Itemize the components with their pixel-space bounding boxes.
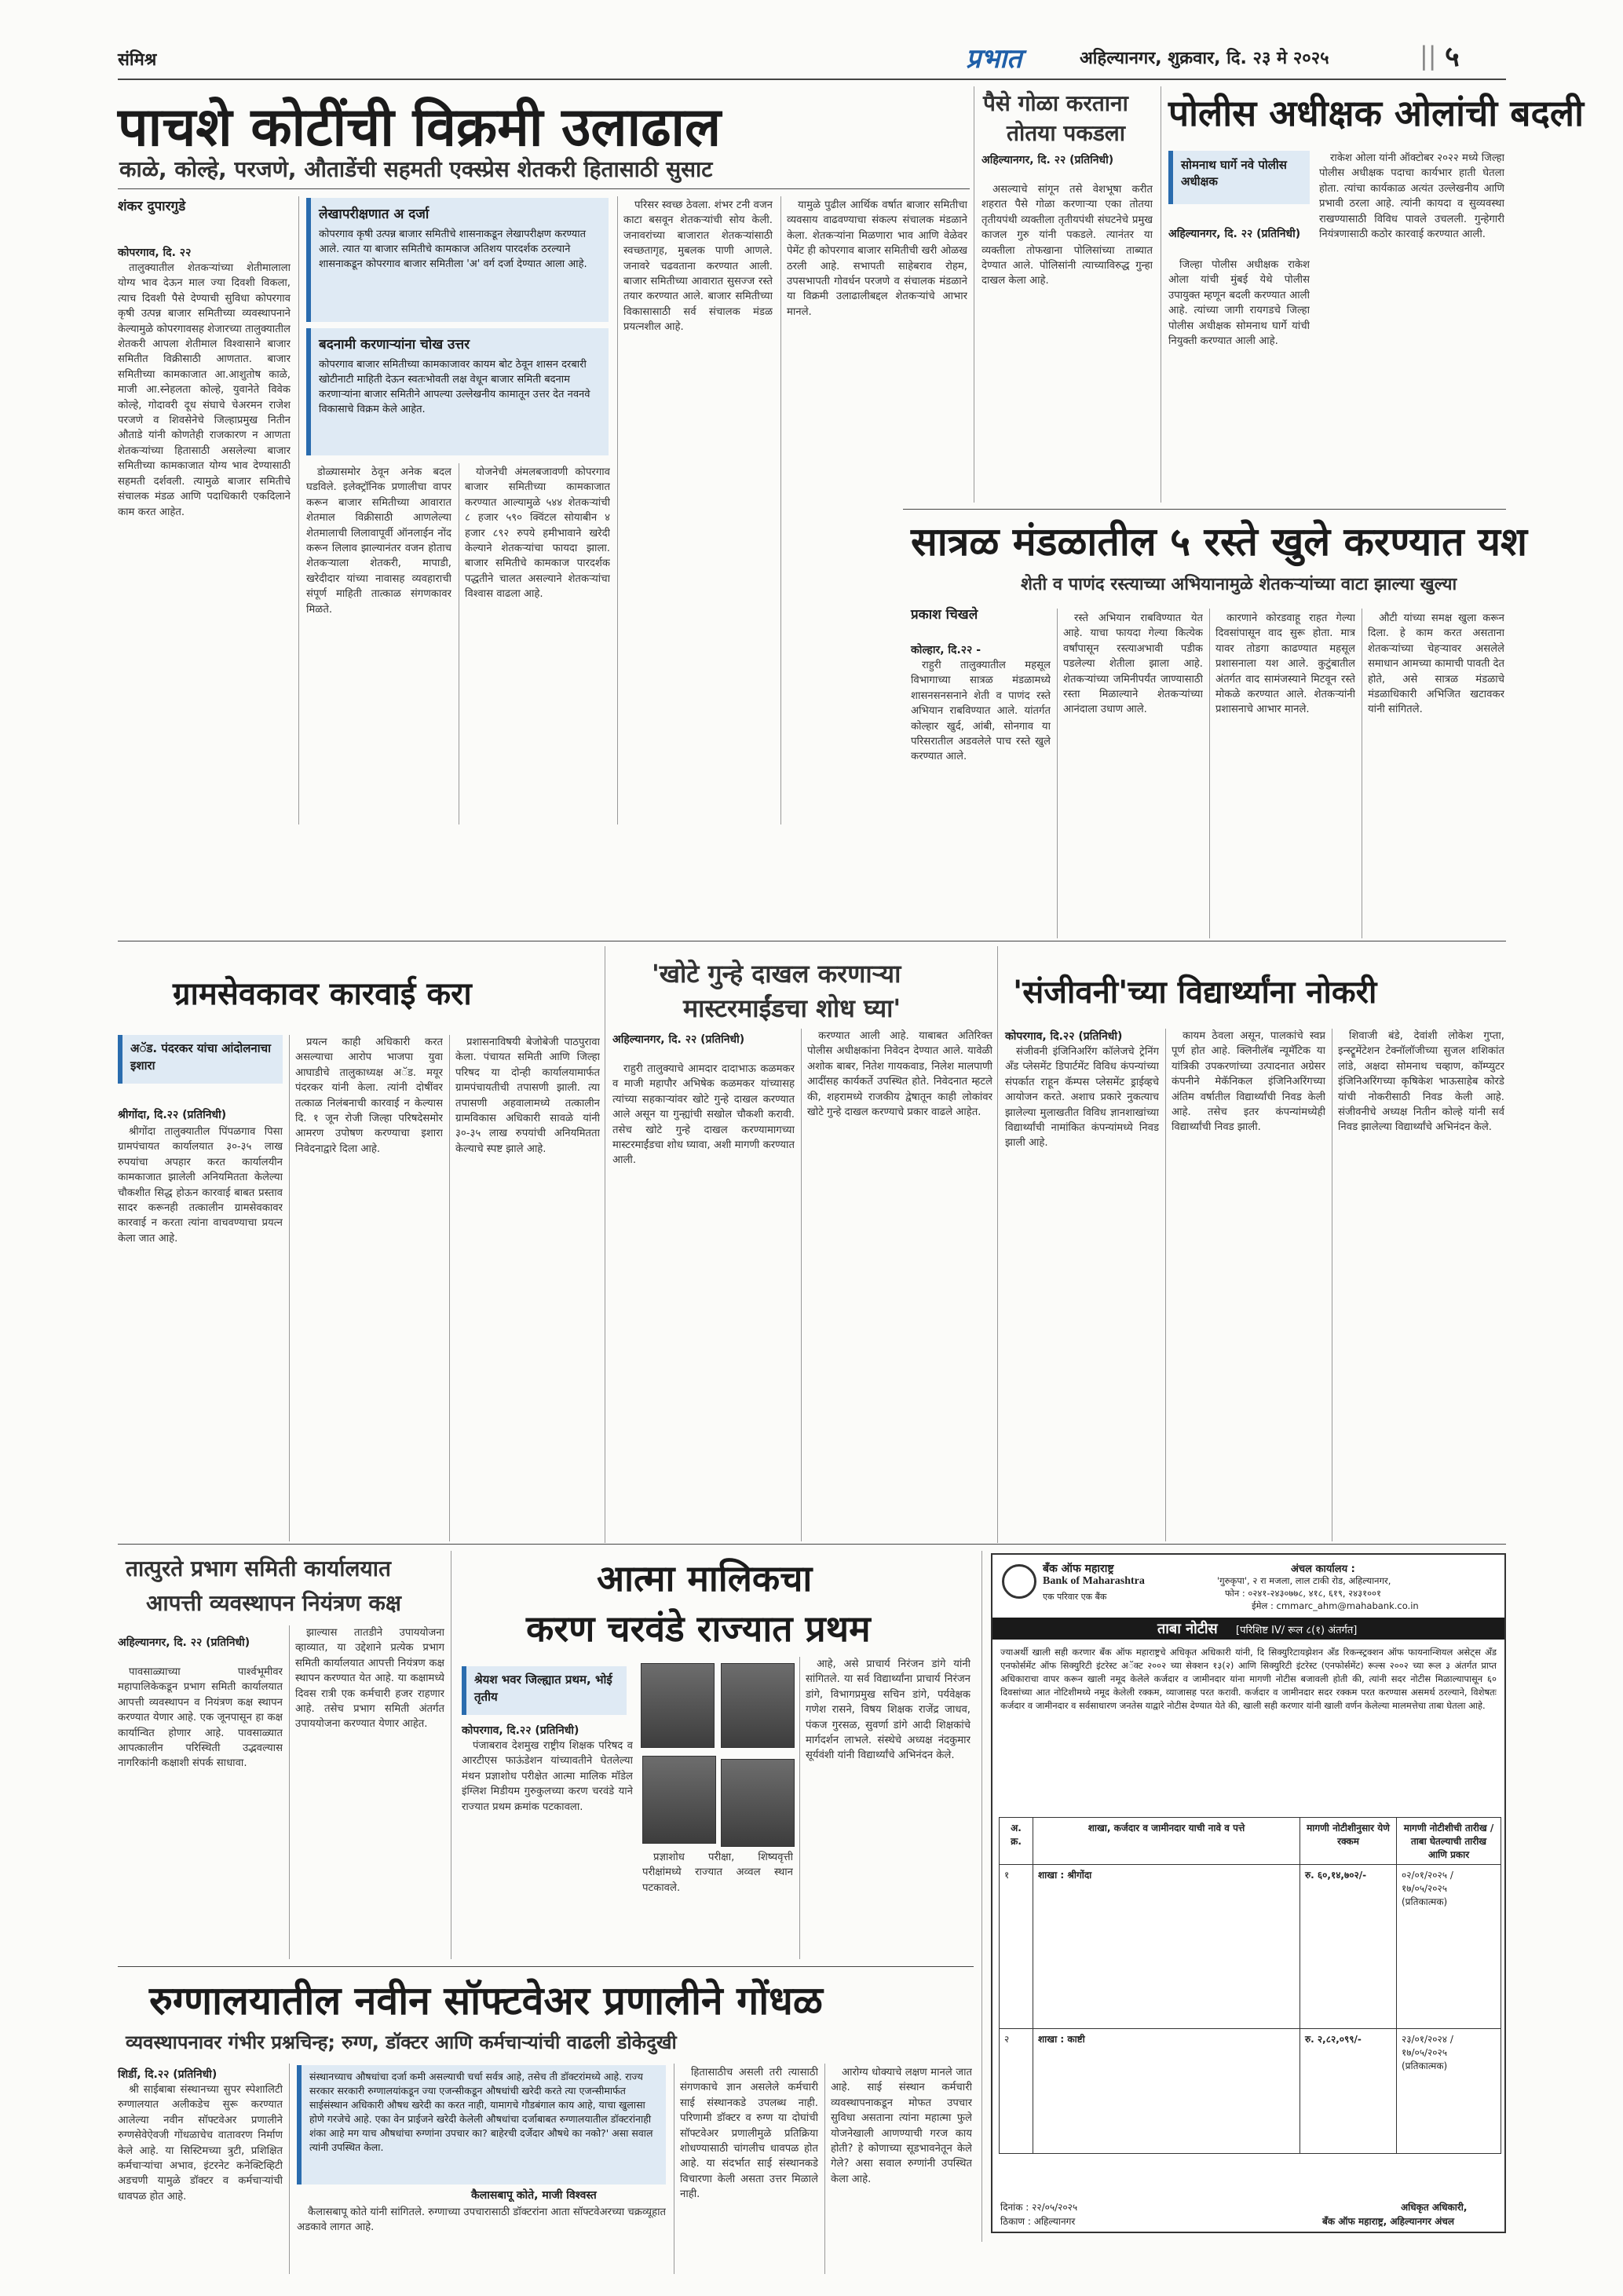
market-headline: पाचशे कोटींची विक्रमी उलाढाल — [118, 97, 722, 159]
police-dateline: अहिल्यानगर, दि. २२ (प्रतिनिधी) — [1168, 228, 1301, 240]
hospital-subhead: व्यवस्थापनावर गंभीर प्रश्नचिन्ह; रुग्ण, डॉक्टर आणि कर्मचाऱ्यांची वाढली डोकेदुखी — [126, 2031, 677, 2053]
market-box-audit-text: कोपरगाव कृषी उत्पन्न बाजार समितीचे शासनाकडून लेखापरीक्षण करण्यात आले. त्यात या बाजार समितीचे कामकाज अतिशय पारदर्शक ठरल्याने शासनाकडून कोपरगाव बाजार समितीला 'अ' वर्ग दर्जा देण्यात आला आहे. — [319, 229, 587, 270]
row2-no: २ — [1000, 2029, 1033, 2154]
notice-col-dates: मागणी नोटीशीची तारीख / ताबा घेतल्याची तारीख आणि प्रकार — [1397, 1818, 1501, 1865]
atma-box-text: श्रेयश भवर जिल्ह्यात प्रथम, भोई तृतीय — [474, 1673, 612, 1704]
row1-amount: रु. ६०,१४,७०२/- — [1300, 1865, 1397, 2029]
notice-footer-date: दिनांक : २२/०५/२०२५ — [1000, 2202, 1078, 2213]
police-body-col2: राकेश ओला यांनी ऑक्टोबर २०२२ मध्ये जिल्हा पोलीस अधीक्षक पदाचा कार्यभार हाती घेतला होता. त्यांचा कार्यकाळ अत्यंत उल्लेखनीय आणि प्रभावी ठरला आहे. त्यांनी कायदा व सुव्यवस्था राखण्यासाठी विविध पावले उचलली. गुन्हेगारी नियंत्रणासाठी कठोर कारवाई करण्यात आली. — [1319, 152, 1504, 241]
row1-branch: शाखा : श्रीगोंदा — [1033, 1865, 1300, 2029]
market-byline: शंकर दुपारगुडे — [118, 199, 186, 214]
notice-table — [999, 1817, 1501, 2154]
market-box-audit-title: लेखापरीक्षणात अ दर्जा — [319, 207, 430, 222]
notice-col-amount: मागणी नोटीशीनुसार येणे रक्कम — [1300, 1818, 1397, 1865]
student-photo-3 — [642, 1756, 716, 1844]
hospital-quote-text: संस्थानच्याच औषधांचा दर्जा कमी असल्याची चर्चा सर्वत्र आहे, तसेच ती डॉक्टरांमध्ये आहे. राज्य सरकार सरकारी रुग्णालयांकडून ज्या एजन्सीकडून औषधांची खरेदी करते त्या एजन्सीमार्फत साईसंस्थान अधिकारी औषध खरेदी का करत नाही, यामागचे गौडबंगाल काय आहे, याचा खुलासा होणे गरजेचे आहे. एका वेन प्राईजने खरेदी केलेली औषधांचा दर्जाबाबत रुग्णालयातील डॉक्टरांनाही शंका आहे मग याच औषधांचा रुग्णांना उपचार का? बाहेरची दर्जेदार औषधे का नको?' असा सवाल त्यांनी उपस्थित केला. — [309, 2071, 653, 2153]
bank-email: ईमेल : cmmarc_ahm@mahabank.co.in — [1252, 1600, 1419, 1611]
market-dateline: कोपरगाव, दि. २२ — [118, 247, 192, 259]
hospital-body-col2: कैलासबापू कोते यांनी सांगितले. रुग्णाच्या उपचारासाठी डॉक्टरांना आता सॉफ्टवेअरच्या चक्रव्यूहात अडकावे लागत आहे. — [297, 2206, 666, 2234]
sanjivani-body-col2: कायम ठेवला असून, पालकांचे स्वप्न पूर्ण होत आहे. क्लिनीलॅब न्यूमॅटिक या यांत्रिकी उपकरणांच्या उत्पादनात अग्रेसर कंपनीने मेकॅनिकल इंजिनिअरिंगच्या अंतिम वर्षातील विद्यार्थ्यांची निवड केली आहे. तसेच इतर कंपन्यांमध्येही विद्यार्थ्यांची निवड झाली. — [1172, 1030, 1325, 1134]
police-box-text: सोमनाथ घार्गे नवे पोलीस अधीक्षक — [1181, 158, 1287, 188]
money-dateline: अहिल्यानगर, दि. २२ (प्रतिनिधी) — [981, 154, 1114, 166]
gramsevak-box-text: अॅड. पंदरकर यांचा आंदोलनाचा इशारा — [130, 1041, 272, 1073]
notice-footer-place: ठिकाण : अहिल्यानगर — [1000, 2216, 1076, 2227]
notice-sign-1: अधिकृत अधिकारी, — [1401, 2202, 1468, 2213]
student-photo-1 — [641, 1663, 715, 1748]
bank-address-2: फोन : ०२४१-२४३०७७८, ४१८, ६१९, २४३१००१ — [1225, 1588, 1382, 1599]
atma-body-col2: प्रज्ञाशोध परीक्षा, शिष्यवृत्ती परीक्षांमध्ये राज्यात अव्वल स्थान पटकावले. — [642, 1852, 793, 1894]
row2-dates: २३/०१/२०२४ / १७/०५/२०२५ (प्रतिकात्मक) — [1397, 2029, 1501, 2154]
roads-dateline: कोल्हार, दि.२२ - — [911, 644, 981, 656]
bank-logo-icon — [1002, 1564, 1036, 1599]
disaster-body-col2: झाल्यास तातडीने उपाययोजना व्हाव्यात, या उद्देशाने प्रत्येक प्रभाग समिती कार्यालयात आपत्ती नियंत्रण कक्ष स्थापन करण्यात येत आहे. या कक्षामध्ये दिवस रात्री एक कर्मचारी हजर राहणार आहे. तसेच प्रभाग समिती अंतर्गत उपाययोजना करण्यात येणार आहेत. — [295, 1627, 444, 1731]
student-photo-4 — [721, 1759, 795, 1847]
page-number: ५ — [1445, 41, 1460, 73]
table-row — [1000, 2029, 1501, 2154]
gramsevak-dateline: श्रीगोंदा, दि.२२ (प्रतिनिधी) — [118, 1109, 227, 1121]
bank-tagline: एक परिवार एक बैंक — [1043, 1592, 1107, 1602]
roads-headline: सात्रळ मंडळातील ५ रस्ते खुले करण्यात यश — [911, 519, 1527, 565]
roads-body-col4: औटी यांच्या समक्ष खुला करून दिला. हे काम करत असताना शेतकऱ्यांच्या चेहऱ्यावर असलेले समाधान आमच्या कामाची पावती देत होते, असे सात्रळ मंडळाचे मंडळाधिकारी अभिजित खटावकर यांनी सांगितले. — [1368, 612, 1504, 716]
fake-headline-1: 'खोटे गुन्हे दाखल करणाऱ्या — [652, 959, 901, 989]
gramsevak-box — [118, 1035, 283, 1084]
disaster-headline-1: तात्पुरते प्रभाग समिती कार्यालयात — [126, 1556, 391, 1581]
bank-name-mr: बँक ऑफ महाराष्ट्र — [1043, 1563, 1114, 1575]
sanjivani-headline: 'संजीवनी'च्या विद्यार्थ्यांना नोकरी — [1013, 974, 1377, 1011]
student-photo-2 — [721, 1663, 795, 1748]
fake-headline-2: मास्टरमाईंडचा शोध घ्या' — [683, 993, 901, 1023]
market-box-audit — [306, 198, 609, 322]
money-headline-2: तोतया पकडला — [1007, 120, 1126, 146]
market-body-col5: यामुळे पुढील आर्थिक वर्षात बाजार समितीचा व्यवसाय वाढवण्याचा संकल्प संचालक मंडळाने केला. शेतकऱ्यांना मिळणारा भाव आणि वेळेवर पेमेंट ही कोपरगाव बाजार समितीची खरी ओळख ठरली आहे. सभापती साहेबराव रोहम, उपसभापती गोवर्धन परजणे व संचालक मंडळाने या विक्रमी उलाढालीबद्दल शेतकऱ्यांचे आभार मानले. — [787, 199, 967, 318]
bank-address-1: 'गुरुकृपा', २ रा मजला, लाल टाकी रोड, अहिल्यानगर, — [1217, 1575, 1391, 1586]
gramsevak-body-col1: श्रीगोंदा तालुक्यातील पिंपळगाव पिसा ग्रामपंचायत कार्यालयात ३०-३५ लाख रुपयांचा अपहार करत कार्यालयीन कामकाजात झालेली अनियमितता केलेल्या चौकशीत सिद्ध होऊन कारवाई बाबत प्रस्ताव सादर करूनही तत्कालीन ग्रामसेवकावर कारवाई न करता त्यांना वाचवण्याचा प्रयत्न केला जात आहे. — [118, 1126, 283, 1245]
police-headline: पोलीस अधीक्षक ओलांची बदली — [1168, 92, 1585, 134]
market-body-col2: डोळ्यासमोर ठेवून अनेक बदल घडविले. इलेक्ट्रॉनिक प्रणालीचा वापर करून बाजार समितीच्या आवारात शेतमाल विक्रीसाठी आणलेल्या शेतमालाची लिलावापूर्वी ऑनलाईन नोंद करून लिलाव झाल्यानंतर वजन होताच शेतकऱ्याला शेतकरी, मापाडी, खरेदीदार यांच्या नावासह व्यवहाराची संपूर्ण माहिती तात्काळ संगणकावर मिळते. — [306, 466, 451, 616]
market-body-col4: परिसर स्वच्छ ठेवला. शंभर टनी वजन काटा बसवून शेतकऱ्यांची सोय केली. जनावरांच्या बाजारात शेतकऱ्यांसाठी स्वच्छतागृह, मुबलक पाणी आणले. जनावरे चढवताना करण्यात आली. बाजार समितीच्या आवारात सुसज्ज रस्ते तयार करण्यात आले. बाजार समितीच्या विकासासाठी सर्व संचालक मंडळ प्रयत्नशील आहे. — [623, 199, 773, 334]
atma-body-col1: पंजाबराव देशमुख राष्ट्रीय शिक्षक परिषद व आरटीएस फाऊंडेशन यांच्यावतीने घेतलेल्या मंथन प्रज्ञाशोध परीक्षेत आत्मा मालिक मॉडेल इंग्लिश मिडीयम गुरुकुलच्या करण चरवंडे याने राज्यात प्रथम क्रमांक पटकावला. — [462, 1740, 633, 1813]
sanjivani-dateline: कोपरगाव, दि.२२ (प्रतिनिधी) — [1005, 1030, 1123, 1043]
roads-body-col3: कारणाने कोरडवाहू राहत गेल्या दिवसांपासून वाद सुरू होता. मात्र यावर तोडगा काढण्यात महसूल प्रशासनाला यश आले. कुटुंबातील अंतर्गत वाद सामंजस्याने मिटवून रस्ते मोकळे करण्यात आले. शेतकऱ्यांनी प्रशासनाचे आभार मानले. — [1215, 612, 1355, 716]
atma-dateline: कोपरगाव, दि.२२ (प्रतिनिधी) — [462, 1724, 579, 1737]
market-body-col3: योजनेची अंमलबजावणी कोपरगाव बाजार समितीच्या कामकाजात करण्यात आल्यामुळे ५४४ शेतकऱ्यांची ८ हजार ५९० क्विंटल सोयाबीन ४ हजार ८९२ रुपये हमीभावाने खरेदी केल्याने शेतकऱ्यांचा फायदा झाला. बाजार समितीचे कामकाज पारदर्शक पद्धतीने चालत असल्याने शेतकऱ्यांचा विश्वास वाढला आहे. — [465, 466, 610, 601]
disaster-dateline: अहिल्यानगर, दि. २२ (प्रतिनिधी) — [118, 1636, 250, 1649]
gramsevak-headline: ग्रामसेवकावर कारवाई करा — [173, 976, 472, 1012]
money-body: असल्याचे सांगून तसे वेशभूषा करीत शहरात पैसे गोळा करणाऱ्या एका तोतया तृतीयपंथी व्यक्तीला तृतीयपंथी संघटनेचे प्रमुख काजल गुरु यांनी पकडले. त्यानंतर या व्यक्तीला तोफखाना पोलिसांच्या ताब्यात देण्यात आले. पोलिसांनी त्याच्याविरुद्ध गुन्हा दाखल केला आहे. — [981, 184, 1153, 287]
row2-amount: रु. २,८२,०९९/- — [1300, 2029, 1397, 2154]
edition-line: अहिल्यानगर, शुक्रवार, दि. २३ मे २०२५ — [1080, 49, 1329, 68]
hospital-body-col1: श्री साईबाबा संस्थानच्या सुपर स्पेशालिटी रुग्णालयात अलीकडेच सुरू करण्यात आलेल्या नवीन सॉफ्टवेअर प्रणालीने रुग्णसेवेऐवजी गोंधळाचेच वातावरण निर्माण केले आहे. या सिस्टिमच्या त्रुटी, प्रशिक्षित कर्मचाऱ्यांचा अभाव, इंटरनेट कनेक्टिव्हिटी अडचणी यामुळे डॉक्टर व कर्मचाऱ्यांची धावपळ होत आहे. — [118, 2084, 283, 2203]
fake-dateline: अहिल्यानगर, दि. २२ (प्रतिनिधी) — [612, 1033, 745, 1046]
sanjivani-body-col1: संजीवनी इंजिनिअरिंग कॉलेजचे ट्रेनिंग अँड प्लेसमेंट डिपार्टमेंट विविध कंपन्यांच्या संपर्कात राहून कॅम्पस प्लेसमेंट ड्राईव्हचे आयोजन करते. अशाच प्रकारे नुकत्याच झालेल्या मुलाखतीत विविध ज्ञानशाखांच्या विद्यार्थ्यांची नामांकित कंपन्यांमध्ये निवड झाली आहे. — [1005, 1046, 1159, 1150]
money-headline-1: पैसे गोळा करताना — [983, 90, 1128, 116]
gramsevak-body-col3: प्रशासनाविषयी बेजोबेजी पाठपुरावा केला. पंचायत समिती आणि जिल्हा परिषद या दोन्ही कार्यालयामार्फत ग्रामपंचायतीची तपासणी झाली. त्या तपासणी अहवालामध्ये तत्कालीन ग्रामविकास अधिकारी सावळे यांनी ३०-३५ लाख रुपयांची अनियमितता केल्याचे स्पष्ट झाले आहे. — [455, 1036, 600, 1155]
notice-title-sub: [परिशिष्ट IV/ रूल ८(१) अंतर्गत] — [1236, 1625, 1358, 1636]
police-box — [1168, 151, 1310, 204]
bank-notice — [991, 1553, 1506, 2233]
section-label: संमिश्र — [118, 50, 157, 70]
market-subhead: काळे, कोल्हे, परजणे, औताडेंची सहमती एक्स्प्रेस शेतकरी हितासाठी सुसाट — [119, 156, 713, 182]
market-box-reply-title: बदनामी करणाऱ्यांना चोख उत्तर — [319, 337, 470, 353]
police-body-col1: जिल्हा पोलीस अधीक्षक राकेश ओला यांची मुंबई येथे पोलीस उपायुक्त म्हणून बदली करण्यात आली आहे. त्यांच्या जागी रायगडचे जिल्हा पोलीस अधीक्षक सोमनाथ घार्गे यांची नियुक्ती करण्यात आली आहे. — [1168, 259, 1310, 348]
notice-body: ज्याअर्थी खाली सही करणार बँक ऑफ महाराष्ट्रचे अधिकृत अधिकारी यांनी, दि सिक्युरिटायझेशन अँड रिकन्स्ट्रक्शन ऑफ फायनान्शियल असेट्स अँड एनफोर्समेंट ऑफ सिक्युरिटी इंटरेस्ट अॅक्ट २००२ च्या सेक्शन १३(२) आणि सिक्युरिटी इंटरेस्ट (एनफोर्समेंट) रूल्स २००२ च्या रूल ३ अंतर्गत प्राप्त अधिकाराचा वापर करून खाली नमूद केलेले कर्जदार व जामीनदार यांना मागणी नोटीस बजावली होती की, त्यांनी सदर नोटीस मिळाल्यापासून ६० दिवसांच्या आत नोटिशीमध्ये नमूद केलेली रक्कम, व्याजासह परत करावी. कर्जदार व जामीनदार सदर रक्कम परत करण्यास असमर्थ ठरल्याने, विशेषतः कर्जदार व जामीनदार व सर्वसाधारण जनतेस याद्वारे नोटीस देण्यात येते की, खाली सही करणार यांनी खाली वर्णन केलेल्या मालमत्तेचा ताबा घेतला आहे. — [1000, 1647, 1497, 1711]
table-row — [1000, 1865, 1501, 2029]
hospital-body-col3: हितासाठीच असली तरी त्यासाठी संगणकाचे ज्ञान असलेले कर्मचारी साई संस्थानकडे उपलब्ध नाही. परिणामी डॉक्टर व रुग्ण या दोघांची सॉफ्टवेअर प्रणालीमुळे प्रतिक्रिया शोधण्यासाठी चांगलीच धावपळ होत आहे. या संदर्भात साई संस्थानकडे विचारणा केली असता उत्तर मिळाले नाही. — [680, 2067, 818, 2201]
hospital-quote-sign: कैलासबापू कोते, माजी विश्वस्त — [471, 2189, 597, 2202]
market-box-reply-text: कोपरगाव बाजार समितीच्या कामकाजावर कायम बोट ठेवून शासन दरबारी खोटीनाटी माहिती देऊन स्वतःभोवती लक्ष वेधून बाजार समिती बदनाम करणाऱ्यांना बाजार समितीने आपल्या उल्लेखनीय कामातून उत्तर देत नवनवे विकासाचे विक्रम केले आहेत. — [319, 359, 590, 415]
bank-office: अंचल कार्यालय : — [1291, 1563, 1355, 1575]
roads-byline: प्रकाश चिखले — [911, 607, 978, 623]
newspaper-logo: प्रभात — [966, 43, 1022, 75]
row1-no: १ — [1000, 1865, 1033, 2029]
hospital-body-col4: आरोग्य धोक्याचे लक्षण मानले जात आहे. साई संस्थान कर्मचारी व्यवस्थापनाकडून मोफत उपचार सुविधा असताना त्यांना महात्मा फुले योजनेखाली आणण्याची गरज काय होती? हे कोणाच्या सूडभावनेतून केले गेले? असा सवाल रुग्णांनी उपस्थित केला आहे. — [831, 2067, 972, 2185]
atma-headline-2: करण चरवंडे राज्यात प्रथम — [526, 1607, 871, 1650]
row1-dates: ०२/०१/२०२५ / १७/०५/२०२५ (प्रतिकात्मक) — [1397, 1865, 1501, 2029]
sanjivani-body-col3: शिवाजी बंडे, देवांशी लोकेश गुप्ता, इन्स्ट्रूमेंटेशन टेक्नॉलॉजीच्या सुजल शशिकांत लांडे, अक्षदा सोमनाथ चव्हाण, कॉम्प्युटर इंजिनिअरिंगच्या कृषिकेश भाऊसाहेब कोरडे यांची नोकरीसाठी निवड केली आहे. संजीवनीचे अध्यक्ष नितीन कोल्हे यांनी सर्व निवड झालेल्या विद्यार्थ्यांचे अभिनंदन केले. — [1338, 1030, 1504, 1134]
market-body-col1: तालुक्यातील शेतकऱ्यांच्या शेतीमालाला योग्य भाव देऊन माल ज्या दिवशी विकला, त्याच दिवशी पैसे देण्याची सुविधा कोपरगाव कृषी उत्पन्न बाजार समितीच्या व्यवस्थापनाने केल्यामुळे कोपरगावसह शेजारच्या तालुक्यातील शेतकरी आपला शेतीमाल विश्वासाने बाजार समितीत विक्रीसाठी आणतात. बाजार समितीच्या कामकाजात आ.आशुतोष काळे, माजी आ.स्नेहलता कोल्हे, युवानेते विवेक कोल्हे, गोदावरी दूध संघाचे चेअरमन राजेश परजणे व शिवसेनेचे जिल्हाप्रमुख नितीन औताडे यांनी कोणतेही राजकारण न आणता शेतकऱ्यांच्या हितासाठी असलेल्या बाजार समितीच्या कामकाजात योग्य भाव देण्यासाठी सहमती दर्शवली. त्यामुळे बाजार समितीचे संचालक मंडळ आणि पदाधिकारी एकदिलाने काम करत आहेत. — [118, 262, 291, 518]
fake-body-col1: राहुरी तालुक्याचे आमदार दादाभाऊ कळमकर व माजी महापौर अभिषेक कळमकर यांच्यासह त्यांच्या सहकाऱ्यांवर खोटे गुन्हे दाखल करण्यात आले असून या गुन्ह्यांची सखोल चौकशी करावी. तसेच खोटे गुन्हे दाखल करण्यामागच्या मास्टरमाईंडचा शोध घ्यावा, अशी मागणी करण्यात आली. — [612, 1063, 795, 1167]
gramsevak-body-col2: प्रयत्न काही अधिकारी करत असल्याचा आरोप भाजपा युवा आघाडीचे तालुकाध्यक्ष अॅड. मयूर पंदरकर यांनी केला. त्यांनी दोषींवर तत्काळ निलंबनाची कारवाई न केल्यास दि. १ जून रोजी जिल्हा परिषदेसमोर आमरण उपोषण करण्याचा इशारा निवेदनाद्वारे दिला आहे. — [295, 1036, 443, 1155]
bank-name-en: Bank of Maharashtra — [1043, 1575, 1145, 1587]
atma-body-col3: आहे, असे प्राचार्य निरंजन डांगे यांनी सांगितले. या सर्व विद्यार्थ्यांना प्राचार्य निरंजन डांगे, विभागप्रमुख सचिन डांगे, पर्यवेक्षक गणेश रासने, विषय शिक्षक राजेंद्र जाधव, पंकज गुरसळ, सुवर्णा डांगे आदी शिक्षकांचे मार्गदर्शन लाभले. संस्थेचे अध्यक्ष नंदकुमार सूर्यवंशी यांनी विद्यार्थ्यांचे अभिनंदन केले. — [806, 1658, 971, 1762]
atma-box — [462, 1666, 627, 1715]
market-box-reply — [306, 328, 609, 455]
page-divider-icon: || — [1420, 41, 1437, 71]
roads-body-col2: रस्ते अभियान राबविण्यात येत आहे. याचा फायदा गेल्या कित्येक वर्षांपासून रस्त्याअभावी पडीक पडलेल्या शेतीला झाला आहे. शेतकऱ्यांच्या जमिनीपर्यंत जाण्यासाठी रस्ता मिळाल्याने शेतकऱ्यांच्या आनंदाला उधाण आले. — [1063, 612, 1203, 716]
disaster-headline-2: आपत्ती व्यवस्थापन नियंत्रण कक्ष — [146, 1590, 401, 1616]
hospital-quote-box — [297, 2065, 666, 2184]
atma-headline-1: आत्मा मालिकचा — [597, 1557, 813, 1600]
disaster-body-col1: पावसाळ्याच्या पार्श्वभूमीवर महापालिकेकडून प्रभाग समिती कार्यालयात आपत्ती व्यवस्थापन व नियंत्रण कक्ष स्थापन करण्यात येणार आहे. एक जूनपासून हा कक्ष कार्यान्वित होणार आहे. पावसाळ्यात आपत्कालीन परिस्थिती उद्भवल्यास नागरिकांनी कक्षाशी संपर्क साधावा. — [118, 1666, 283, 1770]
notice-sign-2: बँक ऑफ महाराष्ट्र, अहिल्यानगर अंचल — [1322, 2216, 1454, 2227]
hospital-dateline: शिर्डी, दि.२२ (प्रतिनिधी) — [118, 2068, 217, 2081]
roads-body-col1: राहुरी तालुक्यातील महसूल विभागाच्या सात्रळ मंडळामध्ये शासनसनसनाने शेती व पाणंद रस्ते अभियान राबविण्यात आले. यांतर्गत कोल्हार खुर्द, आंबी, सोनगाव या परिसरातील अडवलेले पाच रस्ते खुले करण्यात आले. — [911, 660, 1051, 763]
notice-title: ताबा नोटीस — [1157, 1621, 1218, 1637]
hospital-headline: रुग्णालयातील नवीन सॉफ्टवेअर प्रणालीने गोंधळ — [149, 1978, 823, 2024]
notice-col-names: शाखा, कर्जदार व जामीनदार याची नावे व पत्ते — [1033, 1818, 1300, 1865]
fake-body-col2: करण्यात आली आहे. याबाबत अतिरिक्त पोलीस अधीक्षकांना निवेदन देण्यात आले. यावेळी अशोक बाबर, नितेश गायकवाड, निलेश मालपाणी आदींसह कार्यकर्ते उपस्थित होते. निवेदनात म्हटले की, शहरामध्ये राजकीय द्वेषातून काही लोकांवर खोटे गुन्हे दाखल करण्याचे प्रकार वाढले आहेत. — [807, 1030, 992, 1119]
row2-branch: शाखा : काष्टी — [1033, 2029, 1300, 2154]
notice-col-no: अ. क्र. — [1000, 1818, 1033, 1865]
roads-subhead: शेती व पाणंद रस्त्याच्या अभियानामुळे शेतकऱ्यांच्या वाटा झाल्या खुल्या — [1021, 575, 1457, 594]
